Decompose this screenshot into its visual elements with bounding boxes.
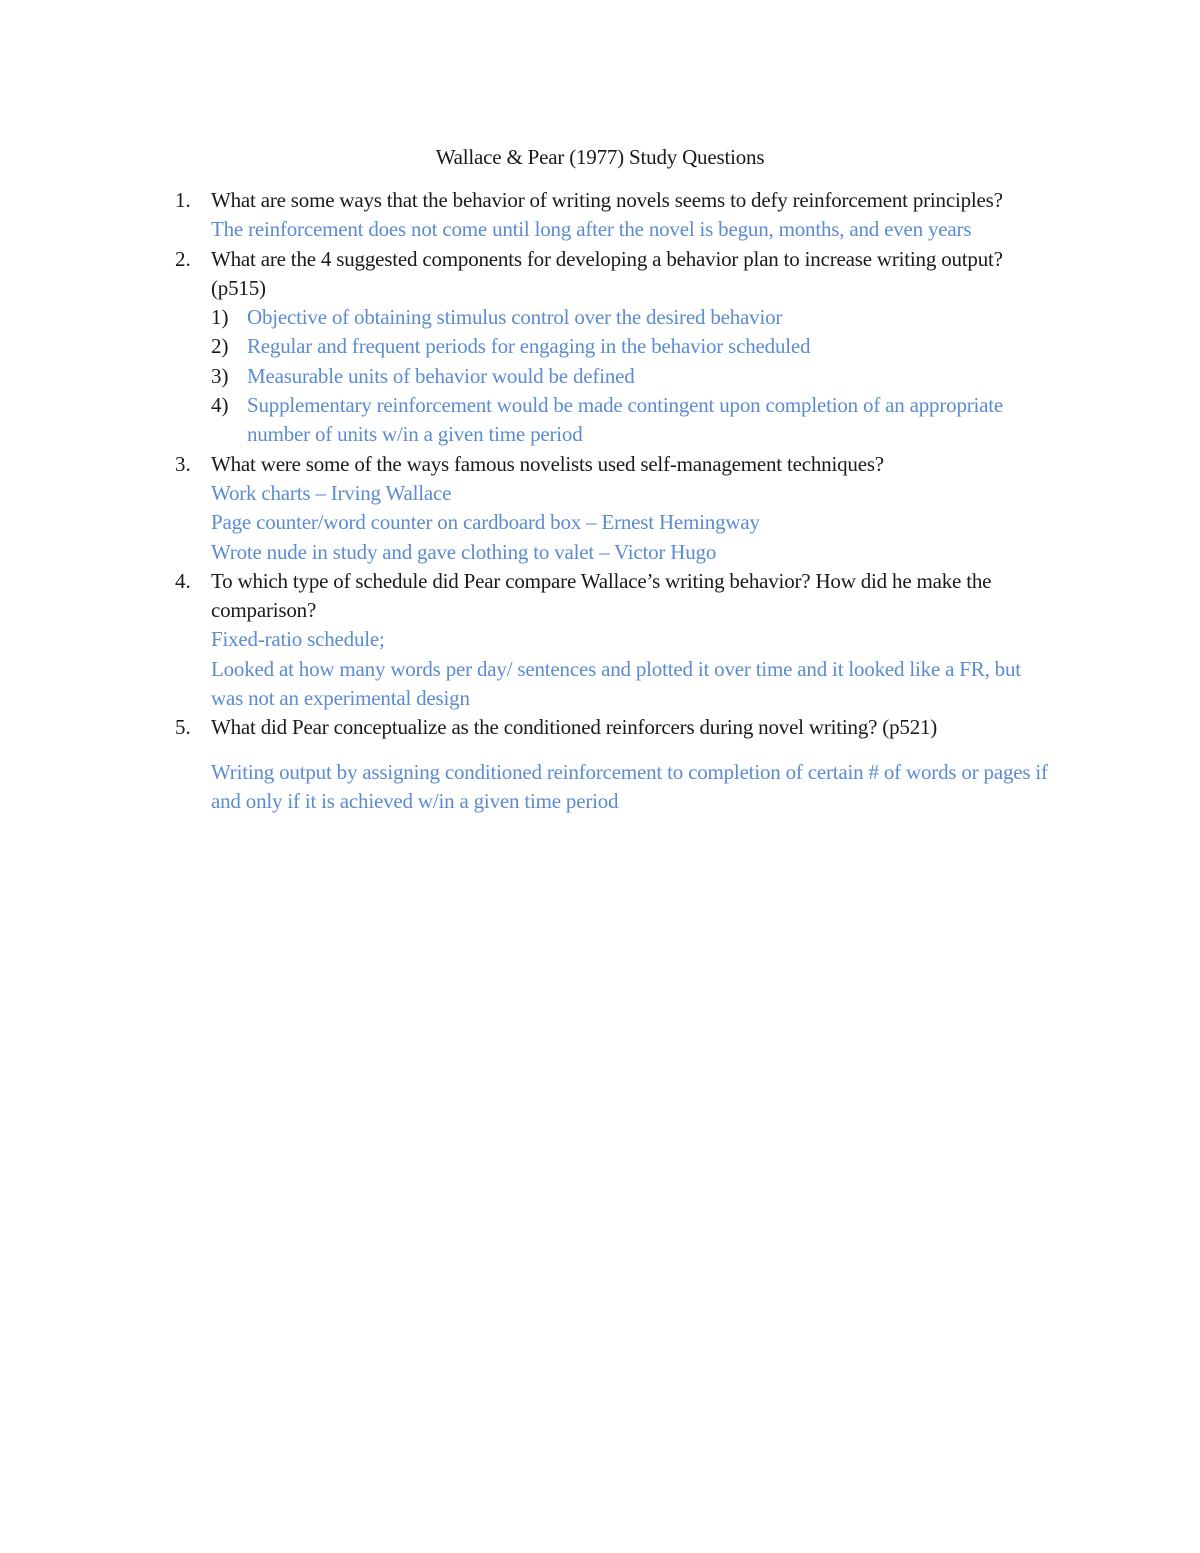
answer-text: The reinforcement does not come until long after the novel is begun, months, and even years [211, 217, 972, 242]
answer-text: Looked at how many words per day/ sentences and plotted it over time and it looked like a FR, but was not an experimental design [211, 656, 1021, 711]
answer-text: Writing output by assigning conditioned reinforcement to completion of certain # of words or pages if and only if it is achieved w/in a given time period [211, 759, 1048, 813]
question-number: 1. [175, 188, 191, 212]
question-text: What were some of the ways famous novelists used self-management techniques? [211, 451, 884, 476]
component-text: Objective of obtaining stimulus control over the desired behavior [247, 305, 783, 330]
question-item [0, 186, 1056, 245]
answer-text: Page counter/word counter on cardboard box – Ernest Hemingway [211, 510, 760, 535]
component-item [211, 303, 1056, 332]
question-list [0, 186, 1200, 816]
question-number: 2. [175, 246, 191, 271]
question-item [0, 450, 1056, 567]
question-item [0, 713, 1056, 816]
component-item [211, 332, 1056, 361]
question-number: 4. [175, 568, 191, 593]
component-number: 3) [211, 363, 229, 388]
question-text: What are the 4 suggested components for developing a behavior plan to increase writing output? (p515) [211, 246, 1003, 300]
component-item [211, 362, 1056, 391]
answer-text: Wrote nude in study and gave clothing to valet – Victor Hugo [211, 539, 717, 564]
question-text: To which type of schedule did Pear compare Wallace’s writing behavior? How did he make the comparison? [211, 568, 992, 623]
component-text: Supplementary reinforcement would be made contingent upon completion of an appropriate number of units w/in a given time period [247, 393, 1004, 447]
question-item [0, 245, 1056, 450]
page-title: Wallace & Pear (1977) Study Questions [435, 145, 765, 169]
component-text: Measurable units of behavior would be defined [247, 363, 635, 388]
component-number: 4) [211, 393, 229, 418]
component-number: 1) [211, 305, 229, 330]
component-list [211, 303, 1056, 449]
component-item [211, 391, 1056, 450]
question-item [0, 567, 1056, 713]
component-text: Regular and frequent periods for engaging in the behavior scheduled [247, 334, 811, 359]
answer-text: Work charts – Irving Wallace [211, 480, 452, 505]
question-text: What did Pear conceptualize as the conditioned reinforcers during novel writing? (p521) [211, 715, 938, 740]
question-text: What are some ways that the behavior of writing novels seems to defy reinforcement principles? [211, 188, 1003, 212]
component-number: 2) [211, 334, 229, 359]
question-number: 3. [175, 451, 191, 476]
answer-text: Fixed-ratio schedule; [211, 627, 385, 652]
question-number: 5. [175, 715, 191, 740]
